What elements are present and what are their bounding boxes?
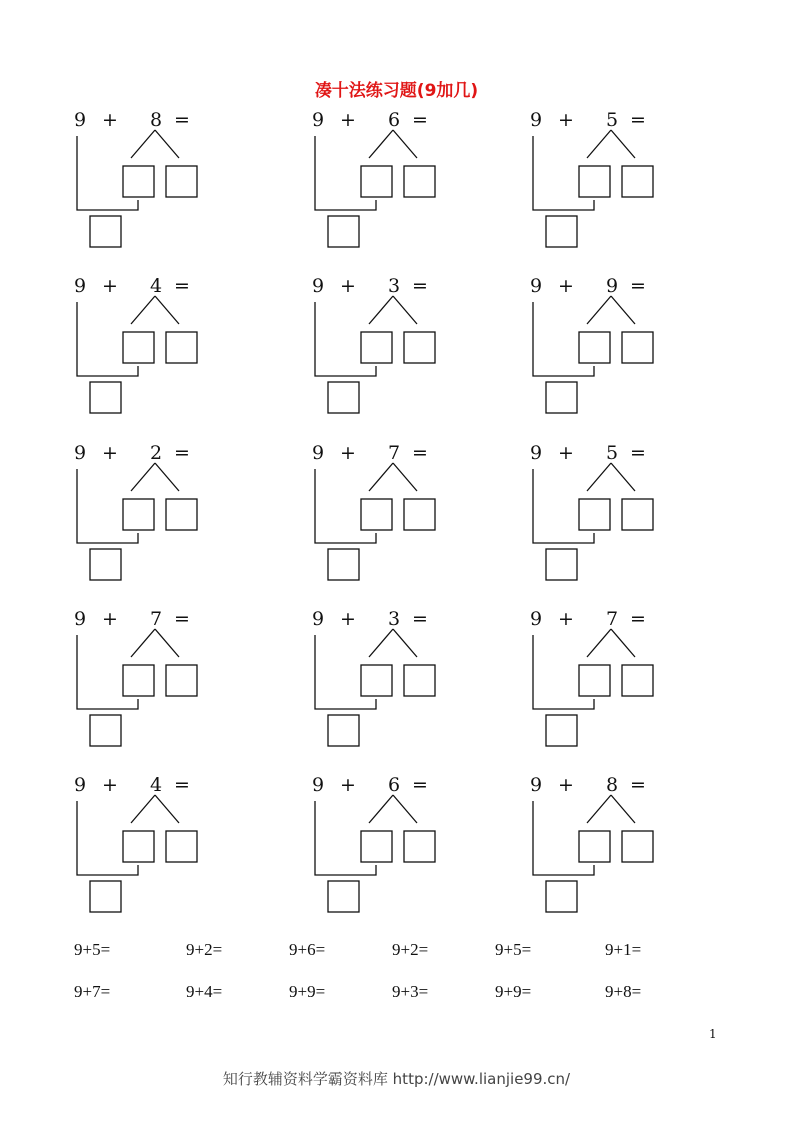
answer-box-split-right xyxy=(404,499,435,530)
answer-box-ten xyxy=(546,216,577,247)
branch-line-right xyxy=(611,795,635,823)
branch-line-left xyxy=(369,296,393,324)
problem-15 xyxy=(530,773,730,923)
answer-box-split-right xyxy=(404,166,435,197)
problem-eq: = xyxy=(630,442,646,464)
answer-box-split-right xyxy=(622,665,653,696)
bracket-line xyxy=(315,469,376,543)
problem-eq: = xyxy=(174,275,190,297)
problem-14 xyxy=(312,773,512,923)
quick-equation: 9+4= xyxy=(186,982,223,1001)
problem-6 xyxy=(530,274,730,424)
problem-b: 7 xyxy=(606,608,619,630)
branch-line-right xyxy=(611,130,635,158)
answer-box-ten xyxy=(328,715,359,746)
problem-op: + xyxy=(558,608,574,630)
branch-line-left xyxy=(587,296,611,324)
worksheet-title: 凑十法练习题(9加几) xyxy=(314,81,479,101)
problem-a: 9 xyxy=(74,109,87,131)
answer-box-split-left xyxy=(123,831,154,862)
answer-box-split-right xyxy=(166,665,197,696)
problem-4 xyxy=(74,274,274,424)
answer-box-split-left xyxy=(361,332,392,363)
answer-box-ten xyxy=(546,549,577,580)
problem-b: 3 xyxy=(388,275,401,297)
answer-box-ten xyxy=(90,715,121,746)
problem-eq: = xyxy=(412,109,428,131)
problem-b: 3 xyxy=(388,608,401,630)
branch-line-right xyxy=(393,629,417,657)
answer-box-split-right xyxy=(404,831,435,862)
problem-op: + xyxy=(558,275,574,297)
answer-box-split-left xyxy=(123,166,154,197)
problem-2 xyxy=(312,108,512,258)
problem-1 xyxy=(74,108,274,258)
answer-box-split-left xyxy=(361,166,392,197)
problem-a: 9 xyxy=(312,109,325,131)
problem-a: 9 xyxy=(530,774,543,796)
problem-eq: = xyxy=(630,608,646,630)
branch-line-right xyxy=(155,463,179,491)
answer-box-split-right xyxy=(622,499,653,530)
problem-b: 6 xyxy=(388,774,401,796)
decomposition-diagram xyxy=(312,108,452,258)
branch-line-right xyxy=(611,629,635,657)
quick-equation: 9+7= xyxy=(74,982,111,1001)
problem-eq: = xyxy=(174,774,190,796)
problem-op: + xyxy=(558,442,574,464)
problem-b: 9 xyxy=(606,275,619,297)
answer-box-split-left xyxy=(361,665,392,696)
answer-box-ten xyxy=(90,881,121,912)
problem-13 xyxy=(74,773,274,923)
problem-10 xyxy=(74,607,274,757)
problem-a: 9 xyxy=(530,275,543,297)
problem-eq: = xyxy=(412,608,428,630)
quick-equation: 9+9= xyxy=(289,982,326,1001)
quick-equation: 9+9= xyxy=(495,982,532,1001)
footer-source: 知行教辅资料学霸资料库 http://www.lianjie99.cn/ xyxy=(222,1070,571,1088)
answer-box-ten xyxy=(546,382,577,413)
answer-box-ten xyxy=(328,549,359,580)
problem-op: + xyxy=(558,774,574,796)
quick-equation: 9+3= xyxy=(392,982,429,1001)
bracket-line xyxy=(533,469,594,543)
problem-b: 4 xyxy=(150,275,163,297)
decomposition-diagram xyxy=(74,441,214,591)
problem-8 xyxy=(312,441,512,591)
problem-eq: = xyxy=(174,608,190,630)
problem-op: + xyxy=(102,442,118,464)
bracket-line xyxy=(533,302,594,376)
page-number: 1 xyxy=(709,1027,717,1041)
branch-line-left xyxy=(131,130,155,158)
branch-line-left xyxy=(587,130,611,158)
decomposition-diagram xyxy=(74,607,214,757)
bracket-line xyxy=(533,136,594,210)
branch-line-left xyxy=(131,296,155,324)
problem-op: + xyxy=(102,774,118,796)
problem-a: 9 xyxy=(530,608,543,630)
branch-line-right xyxy=(155,130,179,158)
answer-box-split-left xyxy=(123,665,154,696)
problem-a: 9 xyxy=(312,774,325,796)
problem-op: + xyxy=(340,608,356,630)
answer-box-split-left xyxy=(579,332,610,363)
decomposition-diagram xyxy=(312,274,452,424)
problem-a: 9 xyxy=(74,608,87,630)
answer-box-ten xyxy=(328,382,359,413)
problem-b: 4 xyxy=(150,774,163,796)
branch-line-right xyxy=(393,296,417,324)
bracket-line xyxy=(77,136,138,210)
answer-box-ten xyxy=(546,715,577,746)
quick-equation: 9+5= xyxy=(74,940,111,959)
problem-b: 2 xyxy=(150,442,163,464)
quick-equation: 9+5= xyxy=(495,940,532,959)
problem-op: + xyxy=(340,109,356,131)
branch-line-right xyxy=(611,296,635,324)
answer-box-split-left xyxy=(579,831,610,862)
branch-line-left xyxy=(131,795,155,823)
problem-b: 7 xyxy=(150,608,163,630)
problem-op: + xyxy=(102,608,118,630)
branch-line-right xyxy=(155,629,179,657)
branch-line-left xyxy=(131,463,155,491)
branch-line-right xyxy=(393,463,417,491)
answer-box-split-left xyxy=(579,665,610,696)
problem-eq: = xyxy=(630,774,646,796)
branch-line-right xyxy=(155,795,179,823)
answer-box-split-right xyxy=(166,166,197,197)
branch-line-right xyxy=(393,795,417,823)
problem-eq: = xyxy=(174,109,190,131)
branch-line-left xyxy=(369,795,393,823)
problem-op: + xyxy=(340,442,356,464)
bracket-line xyxy=(77,635,138,709)
branch-line-right xyxy=(611,463,635,491)
answer-box-split-right xyxy=(622,332,653,363)
problem-12 xyxy=(530,607,730,757)
bracket-line xyxy=(77,801,138,875)
problem-b: 8 xyxy=(150,109,163,131)
quick-equation: 9+1= xyxy=(605,940,642,959)
bracket-line xyxy=(315,801,376,875)
decomposition-diagram xyxy=(74,274,214,424)
quick-equation: 9+8= xyxy=(605,982,642,1001)
answer-box-split-right xyxy=(622,831,653,862)
problem-a: 9 xyxy=(312,608,325,630)
problem-a: 9 xyxy=(530,442,543,464)
decomposition-diagram xyxy=(530,607,670,757)
answer-box-split-right xyxy=(404,665,435,696)
answer-box-split-left xyxy=(123,499,154,530)
branch-line-left xyxy=(587,795,611,823)
quick-equation: 9+2= xyxy=(186,940,223,959)
problem-a: 9 xyxy=(312,442,325,464)
branch-line-left xyxy=(587,463,611,491)
answer-box-ten xyxy=(546,881,577,912)
problem-a: 9 xyxy=(74,275,87,297)
answer-box-ten xyxy=(328,881,359,912)
problem-op: + xyxy=(102,109,118,131)
decomposition-diagram xyxy=(312,607,452,757)
problem-b: 8 xyxy=(606,774,619,796)
answer-box-split-left xyxy=(579,499,610,530)
quick-equation: 9+6= xyxy=(289,940,326,959)
decomposition-diagram xyxy=(530,773,670,923)
decomposition-diagram xyxy=(312,441,452,591)
bracket-line xyxy=(315,635,376,709)
answer-box-ten xyxy=(90,382,121,413)
problem-3 xyxy=(530,108,730,258)
problem-op: + xyxy=(102,275,118,297)
bracket-line xyxy=(315,302,376,376)
problem-b: 5 xyxy=(606,442,619,464)
decomposition-diagram xyxy=(312,773,452,923)
decomposition-diagram xyxy=(74,773,214,923)
problem-9 xyxy=(530,441,730,591)
problem-7 xyxy=(74,441,274,591)
problem-a: 9 xyxy=(312,275,325,297)
answer-box-split-left xyxy=(123,332,154,363)
bracket-line xyxy=(315,136,376,210)
branch-line-left xyxy=(131,629,155,657)
problem-a: 9 xyxy=(74,774,87,796)
problem-b: 5 xyxy=(606,109,619,131)
decomposition-diagram xyxy=(74,108,214,258)
problem-op: + xyxy=(340,275,356,297)
branch-line-right xyxy=(393,130,417,158)
answer-box-split-right xyxy=(404,332,435,363)
bracket-line xyxy=(77,469,138,543)
decomposition-diagram xyxy=(530,108,670,258)
branch-line-left xyxy=(369,130,393,158)
answer-box-split-right xyxy=(166,499,197,530)
problem-op: + xyxy=(558,109,574,131)
answer-box-ten xyxy=(328,216,359,247)
bracket-line xyxy=(533,801,594,875)
decomposition-diagram xyxy=(530,441,670,591)
branch-line-right xyxy=(155,296,179,324)
decomposition-diagram xyxy=(530,274,670,424)
branch-line-left xyxy=(369,629,393,657)
bracket-line xyxy=(77,302,138,376)
problem-5 xyxy=(312,274,512,424)
answer-box-split-right xyxy=(166,831,197,862)
bracket-line xyxy=(533,635,594,709)
branch-line-left xyxy=(587,629,611,657)
problem-eq: = xyxy=(412,275,428,297)
answer-box-split-left xyxy=(361,499,392,530)
problem-eq: = xyxy=(630,109,646,131)
problem-11 xyxy=(312,607,512,757)
problem-eq: = xyxy=(630,275,646,297)
problem-a: 9 xyxy=(74,442,87,464)
problem-b: 6 xyxy=(388,109,401,131)
problem-eq: = xyxy=(412,774,428,796)
problem-eq: = xyxy=(412,442,428,464)
branch-line-left xyxy=(369,463,393,491)
answer-box-split-right xyxy=(622,166,653,197)
answer-box-split-left xyxy=(361,831,392,862)
answer-box-split-right xyxy=(166,332,197,363)
problem-eq: = xyxy=(174,442,190,464)
problem-op: + xyxy=(340,774,356,796)
answer-box-ten xyxy=(90,549,121,580)
problem-a: 9 xyxy=(530,109,543,131)
quick-equation: 9+2= xyxy=(392,940,429,959)
problem-b: 7 xyxy=(388,442,401,464)
answer-box-ten xyxy=(90,216,121,247)
answer-box-split-left xyxy=(579,166,610,197)
